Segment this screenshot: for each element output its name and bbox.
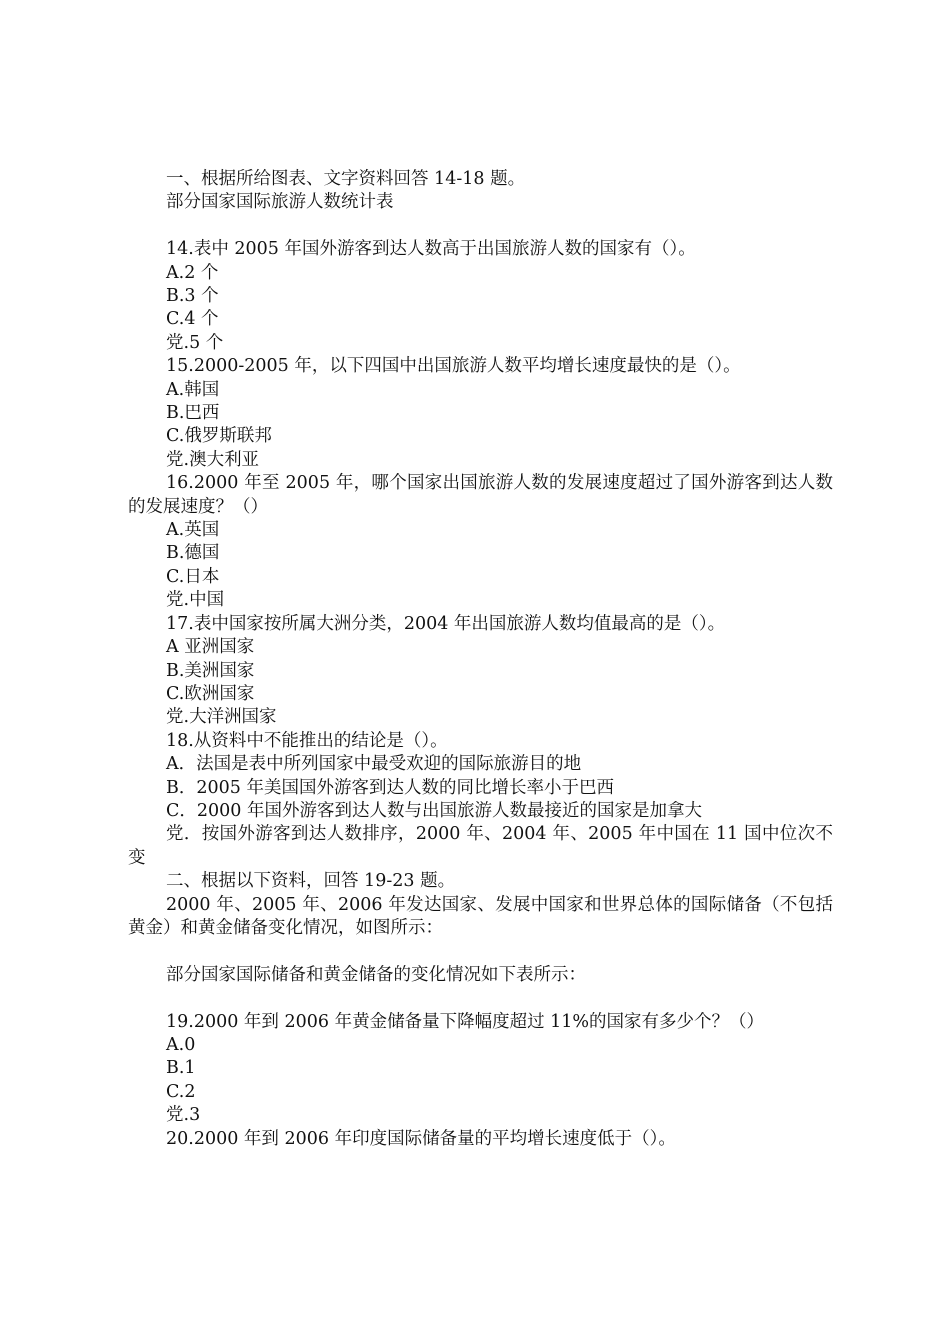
question-15: 15.2000-2005 年，以下四国中出国旅游人数平均增长速度最快的是（）。 [166,356,741,377]
question-15-option-b: B.巴西 [166,403,220,424]
question-18-option-d: 党．按国外游客到达人数排序，2000 年、2004 年、2005 年中国在 11 国中位次不变 [128,824,833,868]
table-placeholder-1 [128,215,833,238]
question-19-option-a: A.0 [166,1034,196,1055]
question-19-option-b: B.1 [166,1058,196,1079]
table-caption-2: 部分国家国际储备和黄金储备的变化情况如下表所示： [166,964,586,985]
question-17-option-d: 党.大洋洲国家 [166,707,277,728]
question-17: 17.表中国家按所属大洲分类，2004 年出国旅游人数均值最高的是（）。 [166,613,726,634]
question-18: 18.从资料中不能推出的结论是（）。 [166,730,448,751]
question-16-option-d: 党.中国 [166,590,225,611]
document-page [128,168,833,1151]
question-14-option-a: A.2 个 [166,262,219,283]
question-16: 16.2000 年至 2005 年，哪个国家出国旅游人数的发展速度超过了国外游客到达人数的发展速度？（） [128,473,833,517]
question-17-option-c: C.欧洲国家 [166,683,255,704]
question-15-option-c: C.俄罗斯联邦 [166,426,272,447]
question-15-option-d: 党.澳大利亚 [166,449,260,470]
question-14-option-d: 党.5 个 [166,332,224,353]
section-heading-1: 一、根据所给图表、文字资料回答 14-18 题。 [166,169,526,189]
chart-placeholder [128,940,833,963]
section-heading-2: 二、根据以下资料，回答 19-23 题。 [166,871,456,892]
question-16-option-b: B.德国 [166,543,220,564]
question-20: 20.2000 年到 2006 年印度国际储备量的平均增长速度低于（）。 [166,1128,676,1149]
question-16-option-a: A.英国 [166,520,220,541]
question-19: 19.2000 年到 2006 年黄金储备量下降幅度超过 11%的国家有多少个？（） [166,1011,765,1032]
section-2-intro: 2000 年、2005 年、2006 年发达国家、发展中国家和世界总体的国际储备（不包括黄金）和黄金储备变化情况，如图所示： [128,894,833,938]
question-18-option-b: B．2005 年美国国外游客到达人数的同比增长率小于巴西 [166,777,614,798]
question-16-option-c: C.日本 [166,566,220,587]
question-17-option-b: B.美洲国家 [166,660,255,681]
question-17-option-a: A 亚洲国家 [166,637,255,658]
question-14: 14.表中 2005 年国外游客到达人数高于出国旅游人数的国家有（）。 [166,239,696,260]
question-18-option-c: C．2000 年国外游客到达人数与出国旅游人数最接近的国家是加拿大 [166,800,702,821]
table-caption-1: 部分国家国际旅游人数统计表 [166,192,394,213]
question-14-option-c: C.4 个 [166,309,219,330]
question-18-option-a: A．法国是表中所列国家中最受欢迎的国际旅游目的地 [166,754,582,775]
question-14-option-b: B.3 个 [166,286,219,307]
question-15-option-a: A.韩国 [166,379,220,400]
table-placeholder-2 [128,987,833,1010]
question-19-option-c: C.2 [166,1081,196,1102]
question-19-option-d: 党.3 [166,1105,201,1126]
